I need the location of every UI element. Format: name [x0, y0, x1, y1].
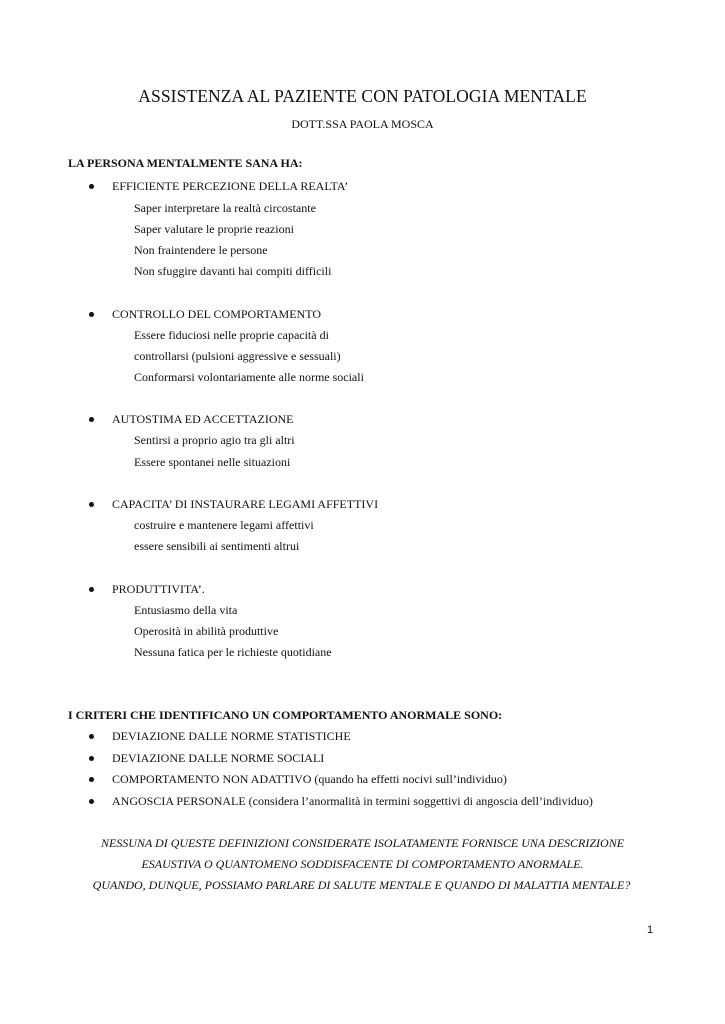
bullet-label: AUTOSTIMA ED ACCETTAZIONE [112, 412, 294, 426]
bullet-dot-icon [89, 777, 94, 782]
sub-item: Conformarsi volontariamente alle norme sociali [134, 370, 364, 384]
document-title: ASSISTENZA AL PAZIENTE CON PATOLOGIA MENTALE [138, 86, 587, 106]
bullet-dot-icon [89, 502, 94, 507]
bullet-dot-icon [89, 734, 94, 739]
bullet-dot-icon [89, 756, 94, 761]
bullet-label: ANGOSCIA PERSONALE (considera l’anormalità in termini soggettivi di angoscia dell’individuo) [112, 794, 593, 808]
section1-heading: LA PERSONA MENTALMENTE SANA HA: [68, 156, 303, 170]
bullet-label: DEVIAZIONE DALLE NORME SOCIALI [112, 751, 325, 765]
section2-heading: I CRITERI CHE IDENTIFICANO UN COMPORTAMENTO ANORMALE SONO: [68, 708, 503, 722]
sub-item: Sentirsi a proprio agio tra gli altri [134, 433, 295, 447]
sub-item: Saper interpretare la realtà circostante [134, 201, 316, 215]
bullet-dot-icon [89, 587, 94, 592]
bullet-dot-icon [89, 417, 94, 422]
sub-item: controllarsi (pulsioni aggressive e sessuali) [134, 349, 341, 363]
sub-item: Saper valutare le proprie reazioni [134, 222, 294, 236]
page-number: 1 [647, 924, 654, 936]
bullet-label: CAPACITA’ DI INSTAURARE LEGAMI AFFETTIVI [112, 497, 379, 511]
bullet-label: EFFICIENTE PERCEZIONE DELLA REALTA’ [112, 179, 349, 193]
sub-item: Operosità in abilità produttive [134, 624, 279, 638]
bullet-dot-icon [89, 184, 94, 189]
bullet-label: CONTROLLO DEL COMPORTAMENTO [112, 307, 321, 321]
bullet-label: COMPORTAMENTO NON ADATTIVO (quando ha effetti nocivi sull’individuo) [112, 772, 507, 786]
bullet-label: DEVIAZIONE DALLE NORME STATISTICHE [112, 729, 351, 743]
sub-item: Non fraintendere le persone [134, 243, 268, 257]
sub-item: Nessuna fatica per le richieste quotidiane [134, 645, 332, 659]
note-line: ESAUSTIVA O QUANTOMENO SODDISFACENTE DI COMPORTAMENTO ANORMALE. [141, 857, 584, 871]
sub-item: Essere spontanei nelle situazioni [134, 455, 291, 469]
sub-item: costruire e mantenere legami affettivi [134, 518, 314, 532]
sub-item: Non sfuggire davanti hai compiti difficili [134, 264, 332, 278]
note-line: QUANDO, DUNQUE, POSSIAMO PARLARE DI SALUTE MENTALE E QUANDO DI MALATTIA MENTALE? [92, 878, 631, 892]
sub-item: Essere fiduciosi nelle proprie capacità di [134, 328, 329, 342]
author-line: DOTT.SSA PAOLA MOSCA [291, 117, 434, 131]
bullet-label: PRODUTTIVITA’. [112, 582, 205, 596]
bullet-dot-icon [89, 312, 94, 317]
note-line: NESSUNA DI QUESTE DEFINIZIONI CONSIDERATE ISOLATAMENTE FORNISCE UNA DESCRIZIONE [100, 836, 625, 850]
sub-item: Entusiasmo della vita [134, 603, 238, 617]
sub-item: essere sensibili ai sentimenti altrui [134, 539, 300, 553]
bullet-dot-icon [89, 799, 94, 804]
